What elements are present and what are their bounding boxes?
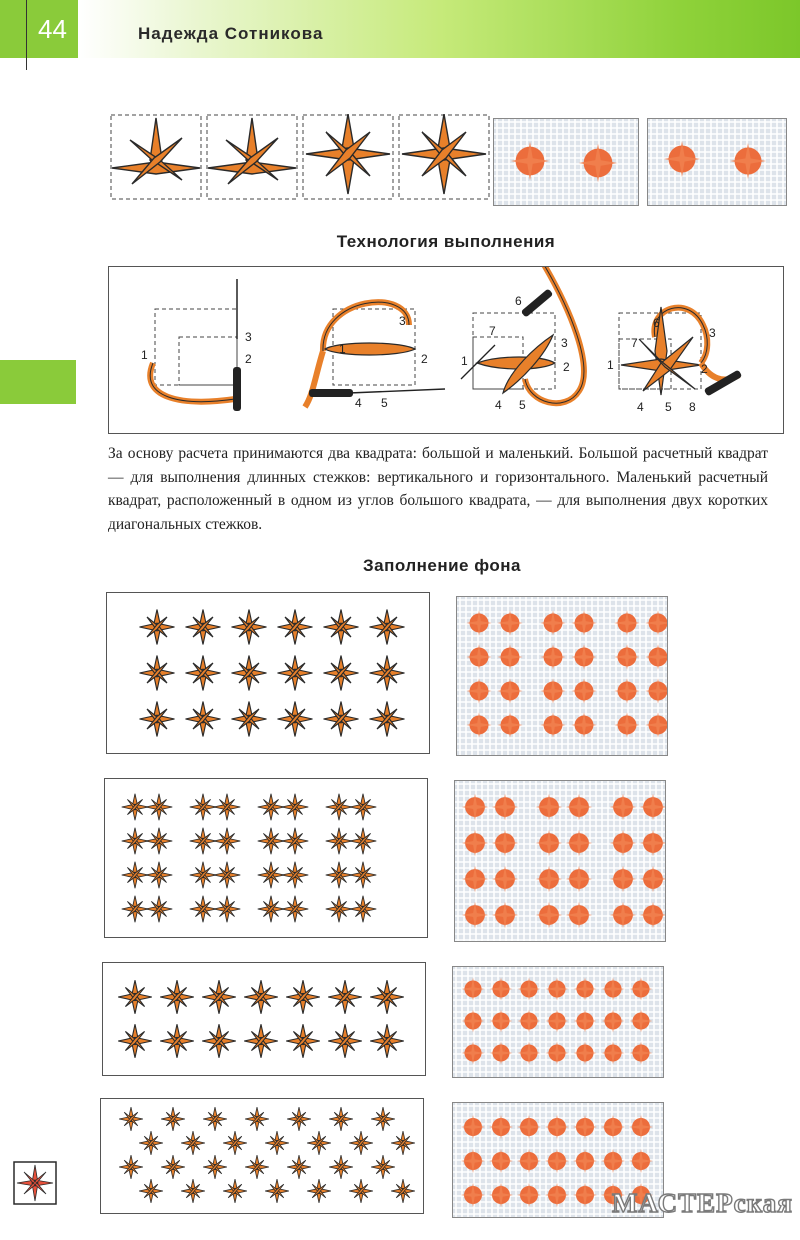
pattern-star (391, 1179, 415, 1203)
pattern-star (214, 794, 241, 821)
step-4-label-1: 1 (607, 358, 614, 372)
pattern-star (146, 862, 173, 889)
pattern-star (140, 656, 175, 691)
pattern-star (370, 980, 404, 1014)
page-number: 44 (38, 13, 67, 44)
pattern-star (258, 794, 285, 821)
pattern-star (258, 828, 285, 855)
step-4-diagram (607, 307, 742, 414)
pattern-star (119, 1107, 143, 1131)
pattern-star (118, 980, 152, 1014)
pattern-star (146, 828, 173, 855)
pattern-star (214, 896, 241, 923)
pattern-star (186, 702, 221, 737)
step-1-label-3: 3 (245, 330, 252, 344)
pattern-star (370, 610, 405, 645)
pattern-star (122, 794, 149, 821)
pattern-star (214, 828, 241, 855)
step-3-label-1: 1 (461, 354, 468, 368)
pattern-star (282, 862, 309, 889)
pattern-star (282, 828, 309, 855)
pattern-star (282, 896, 309, 923)
pattern-star (286, 1024, 320, 1058)
star-diagram-3 (303, 114, 393, 199)
step-2-label-1: 1 (339, 342, 346, 356)
pattern-star (326, 896, 353, 923)
pattern-star (370, 656, 405, 691)
pattern-star (245, 1155, 269, 1179)
pattern-star (350, 896, 377, 923)
pattern-star (186, 656, 221, 691)
pattern-star (326, 794, 353, 821)
pattern-star (278, 610, 313, 645)
pattern-star (160, 1024, 194, 1058)
pattern-panel-2 (104, 778, 428, 938)
pattern-star (350, 794, 377, 821)
pattern-star (232, 702, 267, 737)
pattern-star (161, 1107, 185, 1131)
pattern-star (278, 702, 313, 737)
step-4-label-6: 6 (653, 316, 660, 330)
pattern-star (140, 702, 175, 737)
step-3-diagram (461, 267, 584, 412)
step-2-label-5: 5 (381, 396, 388, 410)
pattern-panel-1 (106, 592, 430, 754)
pattern-star (161, 1155, 185, 1179)
pattern-star (118, 1024, 152, 1058)
pattern-star (146, 794, 173, 821)
pattern-star (324, 610, 359, 645)
pattern-star (307, 1131, 331, 1155)
stitch-photo-2 (647, 118, 787, 206)
pattern-star (326, 862, 353, 889)
pattern-star (140, 610, 175, 645)
pattern-star (265, 1131, 289, 1155)
pattern-star (328, 980, 362, 1014)
pattern-star (190, 896, 217, 923)
pattern-star (349, 1179, 373, 1203)
step-4-label-5: 5 (665, 400, 672, 414)
step-3-label-4: 4 (495, 398, 502, 412)
star-diagram-4 (399, 114, 489, 199)
pattern-star (190, 794, 217, 821)
side-color-tab (0, 360, 76, 404)
step-2-label-2: 2 (421, 352, 428, 366)
pattern-star (181, 1131, 205, 1155)
pattern-star (391, 1131, 415, 1155)
technology-panel (108, 266, 784, 434)
step-2-label-4: 4 (355, 396, 362, 410)
pattern-star (349, 1131, 373, 1155)
pattern-star (202, 1024, 236, 1058)
corner-star-icon (12, 1160, 58, 1206)
pattern-panel-4 (100, 1098, 424, 1214)
pattern-star (122, 862, 149, 889)
pattern-star (245, 1107, 269, 1131)
pattern-star (202, 980, 236, 1014)
step-1-diagram (141, 279, 252, 411)
page-number-box (0, 0, 78, 58)
step-3-label-3: 3 (561, 336, 568, 350)
star-diagram-1 (111, 115, 201, 199)
pattern-photo-2 (454, 780, 666, 942)
pattern-star (203, 1107, 227, 1131)
pattern-star (370, 702, 405, 737)
pattern-star (282, 794, 309, 821)
pattern-star (244, 1024, 278, 1058)
pattern-star (139, 1131, 163, 1155)
description-paragraph: За основу расчета принимаются два квадрата: большой и маленький. Большой расчетный квадрат — для выполнения длинных стежков: вертикального и горизонтального. Маленький расчетный квадрат, расположенный в одном из углов большого квадрата, — для выполнения двух коротких диагональных стежков. (108, 445, 768, 533)
pattern-photo-1 (456, 596, 668, 756)
pattern-star (139, 1179, 163, 1203)
pattern-star (232, 656, 267, 691)
pattern-star (190, 828, 217, 855)
star-diagram-2 (207, 115, 297, 199)
watermark: МАСТЕРская (612, 1188, 793, 1218)
step-2-label-3: 3 (399, 314, 406, 328)
pattern-star (324, 656, 359, 691)
step-3-label-6: 6 (515, 294, 522, 308)
step-3-label-7: 7 (489, 324, 496, 338)
pattern-star (350, 862, 377, 889)
background-filling-heading: Заполнение фона (362, 556, 521, 575)
step-3-label-5: 5 (519, 398, 526, 412)
pattern-star (371, 1155, 395, 1179)
pattern-star (190, 862, 217, 889)
pattern-star (186, 610, 221, 645)
pattern-star (265, 1179, 289, 1203)
pattern-star (232, 610, 267, 645)
pattern-star (329, 1107, 353, 1131)
step-4-label-8: 8 (689, 400, 696, 414)
pattern-photo-3 (452, 966, 664, 1078)
pattern-star (244, 980, 278, 1014)
pattern-star (203, 1155, 227, 1179)
pattern-star (119, 1155, 143, 1179)
pattern-star (328, 1024, 362, 1058)
pattern-star (122, 828, 149, 855)
pattern-star (214, 862, 241, 889)
step-4-label-4: 4 (637, 400, 644, 414)
stitch-photo-1 (493, 118, 639, 206)
description-text (108, 442, 768, 536)
pattern-star (287, 1107, 311, 1131)
pattern-star (223, 1131, 247, 1155)
step-1-label-1: 1 (141, 348, 148, 362)
step-4-label-7: 7 (631, 336, 638, 350)
step-1-label-2: 2 (245, 352, 252, 366)
pattern-star (258, 862, 285, 889)
pattern-panel-3 (102, 962, 426, 1076)
pattern-star (181, 1179, 205, 1203)
pattern-star (371, 1107, 395, 1131)
pattern-star (324, 702, 359, 737)
pattern-star (326, 828, 353, 855)
pattern-star (329, 1155, 353, 1179)
step-3-label-2: 2 (563, 360, 570, 374)
technology-heading: Технология выполнения (336, 232, 556, 251)
stitch-diagrams-top (110, 114, 500, 200)
pattern-star (122, 896, 149, 923)
margin-line (26, 0, 27, 70)
pattern-star (160, 980, 194, 1014)
pattern-star (278, 656, 313, 691)
pattern-star (350, 828, 377, 855)
pattern-star (223, 1179, 247, 1203)
pattern-star (287, 1155, 311, 1179)
step-2-diagram (305, 302, 445, 410)
author-name: Надежда Сотникова (138, 24, 324, 43)
step-4-label-2: 2 (701, 362, 708, 376)
step-4-label-3: 3 (709, 326, 716, 340)
pattern-star (286, 980, 320, 1014)
pattern-star (258, 896, 285, 923)
pattern-star (370, 1024, 404, 1058)
pattern-star (307, 1179, 331, 1203)
pattern-star (146, 896, 173, 923)
page-header-bar (0, 0, 800, 58)
